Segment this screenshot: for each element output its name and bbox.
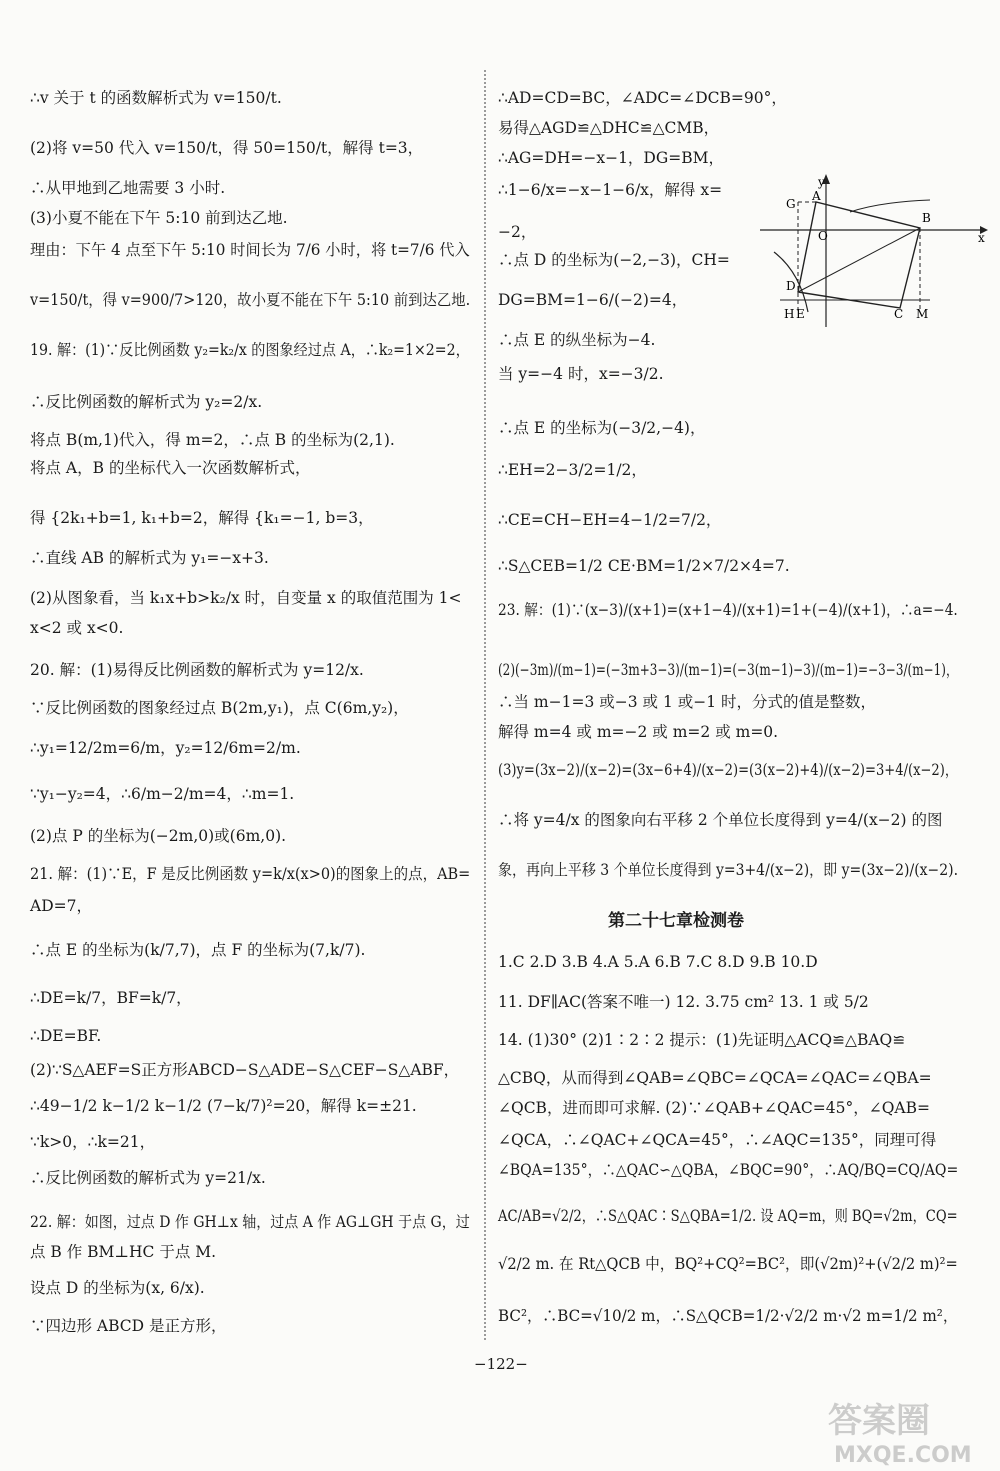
label-c: C <box>894 307 904 321</box>
left-column-line: (2)点 P 的坐标为(−2m,0)或(6m,0). <box>30 827 287 845</box>
right-column-line: DG=BM=1−6/(−2)=4， <box>498 291 688 309</box>
left-column-line: 得 {2k₁+b=1, k₁+b=2，解得 {k₁=−1, b=3， <box>30 509 374 527</box>
section-title: 第二十七章检测卷 <box>608 911 744 931</box>
coordinate-figure <box>760 172 988 327</box>
label-h: H <box>784 307 795 321</box>
left-column-line: 21. 解：(1)∵E，F 是反比例函数 y=k/x(x>0)的图象上的点，AB= <box>30 865 471 883</box>
right-column-line: ∴AD=CD=BC，∠ADC=∠DCB=90°， <box>498 89 787 107</box>
right-column-line: −2， <box>498 223 537 241</box>
right-column-line: AC/AB=√2/2，∴S△QAC∶S△QBA=1/2. 设 AQ=m，则 BQ=√2m，CQ= <box>498 1207 958 1225</box>
page-number: −122− <box>474 1355 528 1373</box>
right-column-line: 象，再向上平移 3 个单位长度得到 y=3+4/(x−2)，即 y=(3x−2)/(x−2). <box>498 861 959 879</box>
right-column-line: ∴将 y=4/x 的图象向右平移 2 个单位长度得到 y=4/(x−2) 的图 <box>498 811 943 829</box>
right-column-line: 23. 解：(1)∵(x−3)/(x+1)=(x+1−4)/(x+1)=1+(−4)/(x+1)，∴a=−4. <box>498 601 958 619</box>
right-column-line: ∴点 E 的纵坐标为−4. <box>498 331 656 349</box>
left-column-line: 20. 解：(1)易得反比例函数的解析式为 y=12/x. <box>30 661 364 679</box>
left-column-line: ∵k>0，∴k=21， <box>30 1133 156 1151</box>
left-column-line: x<2 或 x<0. <box>30 619 124 637</box>
left-column-line: (2)将 v=50 代入 v=150/t，得 50=150/t，解得 t=3， <box>30 139 424 157</box>
left-column-line: AD=7， <box>30 897 92 915</box>
column-divider <box>484 70 486 1340</box>
right-column-line: ∴AG=DH=−x−1，DG=BM， <box>498 149 724 167</box>
right-column-line: √2/2 m. 在 Rt△QCB 中，BQ²+CQ²=BC²，即(√2m)²+(√2/2 m)²= <box>498 1255 958 1273</box>
label-d: D <box>786 279 796 293</box>
left-column-line: (2)∵S△AEF=S正方形ABCD−S△ADE−S△CEF−S△ABF， <box>30 1061 460 1079</box>
right-column-line: 易得△AGD≌△DHC≌△CMB， <box>498 119 720 137</box>
left-column-line: ∴点 E 的坐标为(k/7,7)，点 F 的坐标为(7,k/7). <box>30 941 366 959</box>
right-column-line: ∠QCA，∴∠QAC+∠QCA=45°，∴∠AQC=135°，同理可得 <box>498 1131 937 1149</box>
left-column-line: 将点 B(m,1)代入，得 m=2，∴点 B 的坐标为(2,1). <box>30 431 395 449</box>
left-column-line: 22. 解：如图，过点 D 作 GH⊥x 轴，过点 A 作 AG⊥GH 于点 G，过 <box>30 1213 470 1231</box>
left-column-line: ∴y₁=12/2m=6/m，y₂=12/6m=2/m. <box>30 739 301 757</box>
left-column-line: ∵y₁−y₂=4，∴6/m−2/m=4，∴m=1. <box>30 785 295 803</box>
right-column-line: ∴EH=2−3/2=1/2， <box>498 461 647 479</box>
left-column-line: ∵四边形 ABCD 是正方形， <box>30 1317 227 1335</box>
svg-text:MXQE.COM: MXQE.COM <box>834 1443 972 1466</box>
right-column-line: (3)y=(3x−2)/(x−2)=(3x−6+4)/(x−2)=(3(x−2)+4)/(x−2)=3+4/(x−2)， <box>498 761 958 779</box>
left-column-line: (3)小夏不能在下午 5:10 前到达乙地. <box>30 209 288 227</box>
right-column-line: ∴点 E 的坐标为(−3/2,−4)， <box>498 419 706 437</box>
watermark <box>822 1392 987 1466</box>
left-column-line: ∴反比例函数的解析式为 y₂=2/x. <box>30 393 263 411</box>
right-column-line: △CBQ，从而得到∠QAB=∠QBC=∠QCA=∠QAC=∠QBA= <box>498 1069 932 1087</box>
label-a: A <box>812 189 821 203</box>
left-column-line: ∴DE=k/7，BF=k/7， <box>30 989 192 1007</box>
right-column-line: 当 y=−4 时，x=−3/2. <box>498 365 664 383</box>
left-column-line: ∴49−1/2 k−1/2 k−1/2 (7−k/7)²=20，解得 k=±21. <box>30 1097 417 1115</box>
left-column-line: 点 B 作 BM⊥HC 于点 M. <box>30 1243 217 1261</box>
label-y: y <box>818 175 825 189</box>
left-column-line: ∴v 关于 t 的函数解析式为 v=150/t. <box>30 89 282 107</box>
svg-text:答案圈: 答案圈 <box>828 1401 930 1441</box>
right-column-line: (2)(−3m)/(m−1)=(−3m+3−3)/(m−1)=(−3(m−1)−3)/(m−1)=−3−3/(m−1)， <box>498 661 958 679</box>
label-m: M <box>916 307 929 321</box>
right-column-line: 1.C 2.D 3.B 4.A 5.A 6.B 7.C 8.D 9.B 10.D <box>498 953 818 971</box>
label-g: G <box>786 197 796 211</box>
left-column-line: 设点 D 的坐标为(x, 6/x). <box>30 1279 205 1297</box>
right-column-line: ∴当 m−1=3 或−3 或 1 或−1 时，分式的值是整数， <box>498 693 877 711</box>
right-column-line: 解得 m=4 或 m=−2 或 m=2 或 m=0. <box>498 723 779 741</box>
right-column-line: ∴点 D 的坐标为(−2,−3)，CH= <box>498 251 730 269</box>
left-column-line: (2)从图象看，当 k₁x+b>k₂/x 时，自变量 x 的取值范围为 1< <box>30 589 462 607</box>
right-column-line: ∴1−6/x=−x−1−6/x，解得 x= <box>498 181 723 199</box>
right-column-line: BC²，∴BC=√10/2 m，∴S△QCB=1/2·√2/2 m·√2 m=1/2 m²， <box>498 1307 958 1325</box>
left-column-line: 19. 解：(1)∵反比例函数 y₂=k₂/x 的图象经过点 A，∴k₂=1×2=2， <box>30 341 470 359</box>
left-column-line: v=150/t，得 v=900/7>120，故小夏不能在下午 5:10 前到达乙地. <box>30 291 471 309</box>
left-column-line: 将点 A，B 的坐标代入一次函数解析式， <box>30 459 311 477</box>
label-o: O <box>818 229 828 243</box>
right-column-line: 11. DF∥AC(答案不唯一) 12. 3.75 cm² 13. 1 或 5/2 <box>498 993 869 1011</box>
right-column-line: ∴CE=CH−EH=4−1/2=7/2， <box>498 511 722 529</box>
left-column-line: ∴直线 AB 的解析式为 y₁=−x+3. <box>30 549 269 567</box>
right-column-line: ∠BQA=135°，∴△QAC∽△QBA，∠BQC=90°，∴AQ/BQ=CQ/AQ= <box>498 1161 959 1179</box>
right-column-line: 14. (1)30° (2)1∶2∶2 提示：(1)先证明△ACQ≌△BAQ≌ <box>498 1031 906 1049</box>
left-column-line: ∴反比例函数的解析式为 y=21/x. <box>30 1169 266 1187</box>
left-column-line: ∴从甲地到乙地需要 3 小时. <box>30 179 226 197</box>
label-x: x <box>978 231 985 245</box>
label-b: B <box>922 211 931 225</box>
right-column-line: ∴S△CEB=1/2 CE·BM=1/2×7/2×4=7. <box>498 557 790 575</box>
left-column-line: 理由：下午 4 点至下午 5:10 时间长为 7/6 小时，将 t=7/6 代入 <box>30 241 470 259</box>
left-column-line: ∵反比例函数的图象经过点 B(2m,y₁)，点 C(6m,y₂)， <box>30 699 409 717</box>
label-e: E <box>796 307 805 321</box>
left-column-line: ∴DE=BF. <box>30 1027 102 1045</box>
right-column-line: ∠QCB，进而即可求解. (2)∵∠QAB+∠QAC=45°，∠QAB= <box>498 1099 930 1117</box>
